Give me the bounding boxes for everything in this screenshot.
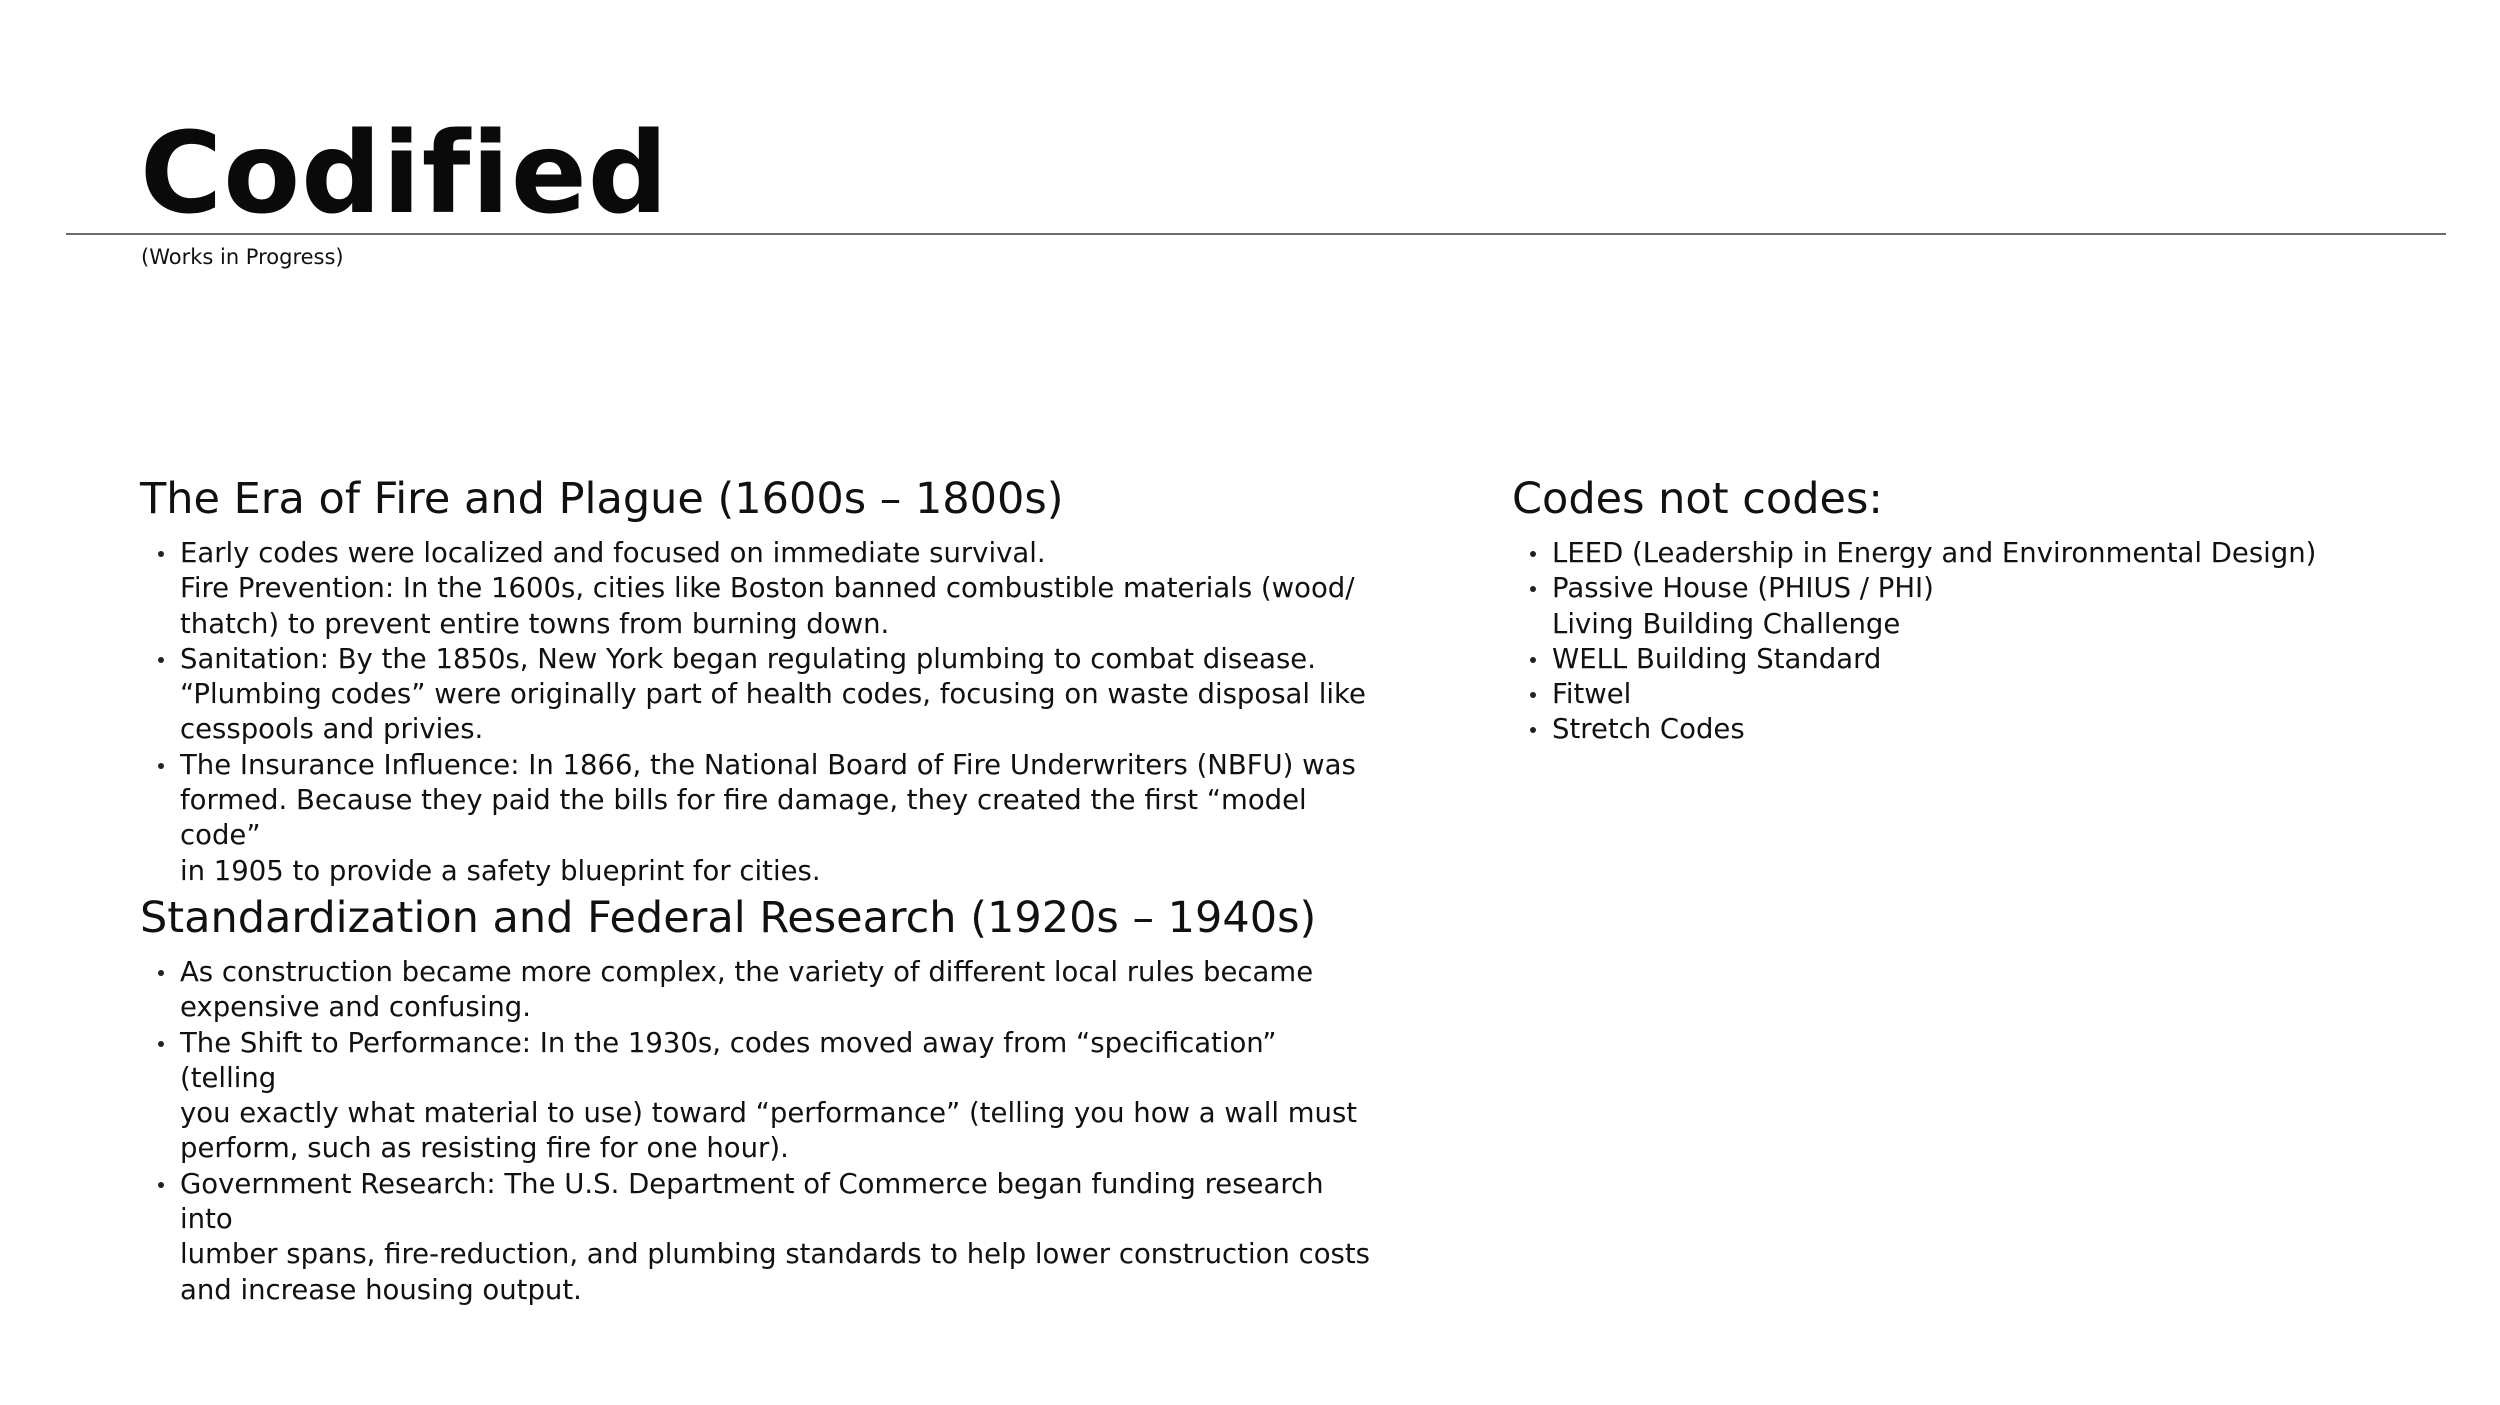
section-fire-and-plague	[140, 470, 1380, 889]
list-item	[140, 642, 1380, 748]
list-item	[1512, 712, 2372, 747]
bullet-text: Stretch Codes	[1552, 713, 1745, 746]
bullet-text: Government Research: The U.S. Department of Commerce began funding research into lumber spans, fire-reduction, and plumbing standards to help lower construction costs and increase housing output.	[180, 1167, 1370, 1306]
bullet-text: As construction became more complex, the variety of different local rules became expensive and confusing.	[180, 955, 1314, 1024]
list-item	[1512, 642, 2372, 677]
bullet-text: Sanitation: By the 1850s, New York began regulating plumbing to combat disease. “Plumbing codes” were originally part of health codes, focusing on waste disposal like cesspools and privies.	[180, 642, 1366, 746]
bullet-icon	[158, 1041, 164, 1047]
bullet-text: The Shift to Performance: In the 1930s, codes moved away from “specification” (telling you exactly what material to use) toward “performance” (telling you how a wall must perform, such as resisting fire for one hour).	[180, 1026, 1358, 1165]
bullet-text: WELL Building Standard	[1552, 642, 1882, 675]
bullet-list	[140, 955, 1380, 1308]
left-column	[140, 470, 1380, 1308]
page-subtitle: (Works in Progress)	[141, 245, 344, 269]
section-heading: Standardization and Federal Research (1920s – 1940s)	[140, 892, 1317, 943]
list-item	[140, 955, 1380, 1026]
bullet-icon	[158, 970, 164, 976]
bullet-icon	[1530, 692, 1536, 698]
section-standardization	[140, 889, 1380, 1308]
bullet-icon	[1530, 551, 1536, 557]
section-codes-not-codes	[1512, 470, 2372, 748]
list-item	[140, 1167, 1380, 1308]
section-heading: The Era of Fire and Plague (1600s – 1800s)	[140, 474, 1064, 524]
list-item	[1512, 571, 2372, 642]
bullet-icon	[1530, 657, 1536, 663]
bullet-text: The Insurance Influence: In 1866, the National Board of Fire Underwriters (NBFU) was formed. Because they paid the bills for fire damage, they created the first “model code” in 1905 to provide a safety blueprint for cities.	[180, 748, 1356, 887]
bullet-text: Passive House (PHIUS / PHI) Living Building Challenge	[1552, 572, 1934, 640]
section-heading: Codes not codes:	[1512, 474, 1883, 524]
bullet-icon	[158, 657, 164, 663]
page-title: Codified	[140, 109, 669, 239]
bullet-text: Fitwel	[1552, 678, 1632, 711]
list-item	[140, 748, 1380, 889]
list-item	[1512, 536, 2372, 571]
right-column	[1512, 470, 2372, 748]
list-item	[140, 536, 1380, 642]
bullet-text: LEED (Leadership in Energy and Environmental Design)	[1552, 537, 2317, 569]
title-divider	[66, 233, 2446, 235]
bullet-text: Early codes were localized and focused on immediate survival. Fire Prevention: In the 1600s, cities like Boston banned combustible materials (wood/ thatch) to prevent entire towns from burning down.	[180, 537, 1355, 640]
list-item	[140, 1026, 1380, 1167]
bullet-icon	[1530, 727, 1536, 733]
bullet-icon	[1530, 586, 1536, 592]
bullet-icon	[158, 763, 164, 769]
bullet-icon	[158, 1182, 164, 1188]
bullet-list	[140, 536, 1380, 889]
bullet-list	[1512, 536, 2372, 748]
bullet-icon	[158, 551, 164, 557]
list-item	[1512, 677, 2372, 712]
